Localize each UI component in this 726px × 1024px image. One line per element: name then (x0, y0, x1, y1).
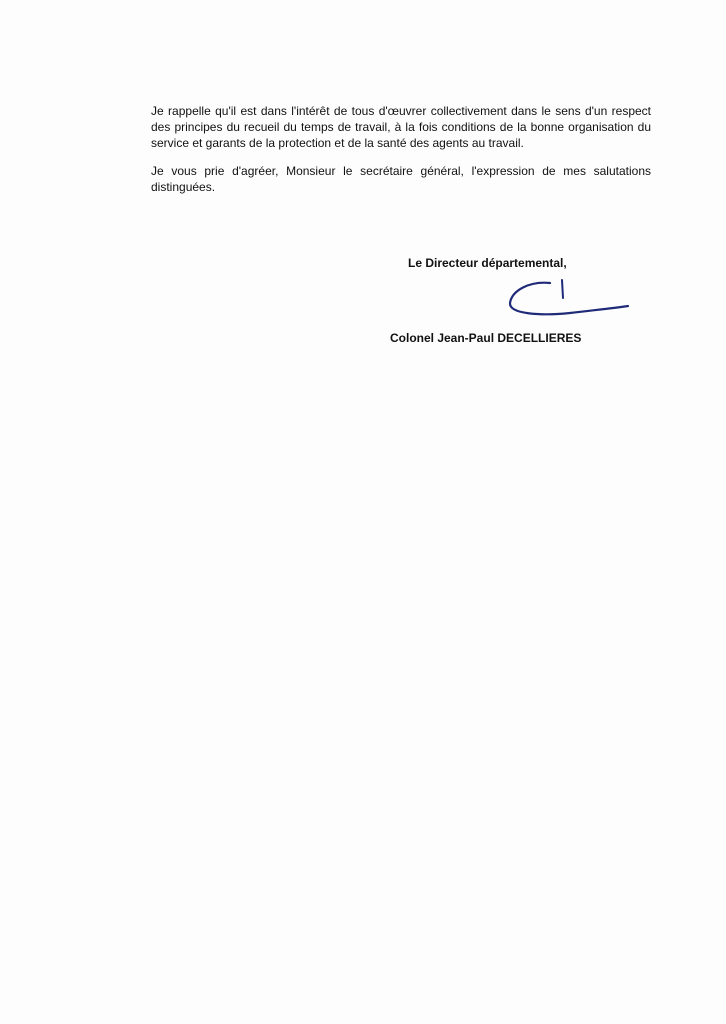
letter-body (151, 103, 651, 207)
paragraph-recall: Je rappelle qu'il est dans l'intérêt de tous d'œuvrer collectivement dans le sens d'un respect des principes du recueil du temps de travail, à la fois conditions de la bonne organisation du service et garants de la protection et de la santé des agents au travail. (151, 104, 651, 150)
signature-image (500, 270, 632, 322)
paragraph-salutation: Je vous prie d'agréer, Monsieur le secrétaire général, l'expression de mes salutations distinguées. (151, 164, 651, 194)
signature-stroke-curve (510, 283, 628, 315)
signature-stroke-vertical (562, 280, 563, 298)
signer-name: Colonel Jean-Paul DECELLIERES (390, 331, 582, 345)
closing-title: Le Directeur départemental, (408, 256, 567, 270)
